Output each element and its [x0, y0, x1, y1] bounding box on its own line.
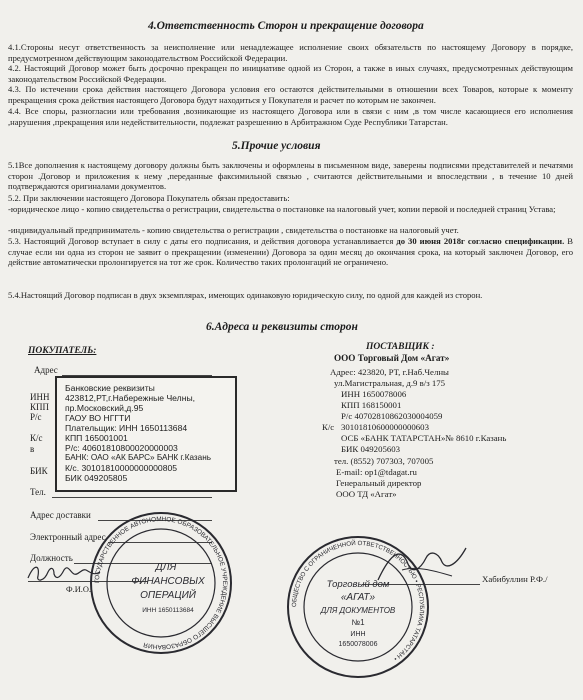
bank-line: К/с. 30101810000000000805 [65, 463, 178, 473]
section4-p4: 4.4. Все споры, разногласии или требования ,возникающие из настоящего Договора или в связи с ним ,в том числе касающиеся его исполнения ,нарушения ,прекращения или недействительности, подлежат разрешению в Арбитражном Суде Республики Татарстан. [8, 106, 573, 127]
buyer-fio-label: Ф.И.О. [66, 585, 91, 594]
bank-line: Плательщик: ИНН 1650113684 [65, 423, 188, 433]
buyer-round-stamp [86, 508, 236, 658]
supplier-bik: БИК 049205603 [341, 444, 401, 454]
bank-line: БИК 049205805 [65, 473, 128, 483]
buyer-kpp-label: КПП [30, 402, 50, 412]
supplier-stamp-center4: №1 [351, 618, 365, 627]
section4-p1: 4.1.Стороны несут ответственность за неисполнение или ненадлежащее исполнение своих обязательств по настоящему Договору в порядке, предусмотренном действующим законодательством Российской Федерации. [8, 42, 573, 63]
supplier-stamp-center2: «АГАТ» [340, 592, 376, 603]
section4-p2: 4.2. Настоящий Договор может быть досрочно прекращен по инициативе одной из Сторон, а также в иных случаях, предусмотренных действующим законодательством Российской Федерации. [8, 63, 573, 84]
supplier-stamp-ring-text: ОБЩЕСТВО С ОГРАНИЧЕННОЙ ОТВЕТСТВЕННОСТЬЮ • РЕСПУБЛИКА ТАТАРСТАН • [290, 539, 426, 662]
section5-p5 [8, 236, 573, 268]
section5-p3: -юридическое лицо - копию свидетельства о регистрации, свидетельства о постановке на налоговый учет, копии первой и последней страниц Устава; [8, 204, 556, 214]
buyer-title: ПОКУПАТЕЛЬ: [28, 346, 97, 356]
supplier-rs: Р/с 40702810862030004059 [341, 411, 443, 421]
buyer-rs-label: Р/с [30, 412, 42, 422]
supplier-kpp: КПП 168150001 [341, 400, 402, 410]
supplier-bank: ОСБ «БАНК ТАТАРСТАН»№ 8610 г.Казань [341, 433, 507, 443]
supplier-stamp-inn-label: ИНН [350, 631, 366, 638]
buyer-tel-line [52, 497, 212, 498]
buyer-stamp-center3: ОПЕРАЦИЙ [140, 590, 196, 601]
buyer-ks-label: К/с [30, 433, 43, 443]
supplier-name: ООО Торговый Дом «Агат» [334, 353, 450, 363]
buyer-inn-label: ИНН [30, 392, 50, 402]
bank-line: Р/с: 40601810800020000003 [65, 443, 178, 453]
buyer-v-label: в [30, 444, 35, 454]
bank-line: БАНК: ОАО «АК БАРС» БАНК г.Казань [65, 453, 212, 462]
buyer-email-label: Электронный адрес [30, 532, 106, 542]
buyer-tel-label: Тел. [30, 487, 46, 497]
section5-p2: 5.2. При заключении настоящего Договора Покупатель обязан предоставить: [8, 193, 290, 203]
buyer-delivery-label: Адрес доставки [30, 510, 91, 520]
buyer-position-label: Должность [30, 553, 73, 563]
bank-line: Банковские реквизиты [65, 383, 155, 393]
buyer-stamp-inn: ИНН 1650113684 [142, 607, 194, 614]
supplier-stamp-center3: ДЛЯ ДОКУМЕНТОВ [320, 606, 396, 615]
section4-title: 4.Ответственность Сторон и прекращение договора [148, 20, 424, 32]
supplier-email: E-mail: op1@tdagat.ru [336, 467, 417, 477]
bank-details-stamp [55, 376, 237, 492]
section5-p1: 5.1Все дополнения к настоящему договору должны быть заключены и оформлены в письменном виде, заверены подписями представителей и печатями сторон .Договор и приложения к нему ,переданные факсимильной связью , считаются действительными и впоследствии , в течение 10 дней подтверждаются оригиналами документов. [8, 160, 573, 192]
bank-line: 423812,РТ,г.Набережные Челны, [65, 393, 196, 403]
supplier-tel: тел. (8552) 707303, 707005 [334, 456, 434, 466]
supplier-stamp-inn: 1650078006 [338, 641, 378, 648]
section4-p3: 4.3. По истечении срока действия настоящего Договора условия его остаются действительными в отношении всех Товаров, которые к моменту прекращения срока действия настоящего Договора будут находиться у Покупателя и расчет по которым не закончен. [8, 84, 573, 105]
buyer-stamp-center2: ФИНАНСОВЫХ [131, 576, 205, 587]
section5-p5-a: 5.3. Настоящий Договор вступает в силу с даты его подписания, и действия договора устанавливается [8, 236, 394, 246]
section5-p5-c: В случае если ни одна из сторон не заявит о прекращении (изменении) Договора за один месяц до окончания срока, на который заключен Договор, его действие автоматически пролонгируется на тот же срок. Количество таких пролонгаций не ограничено. [8, 236, 574, 268]
section5-p6: 5.4.Настоящий Договор подписан в двух экземплярах, имеющих одинаковую юридическую силу, по одной для каждей из сторон. [8, 290, 483, 300]
supplier-ks-label: К/с [322, 422, 335, 432]
supplier-company-short: ООО ТД «Агат» [336, 489, 397, 499]
section5-title: 5.Прочие условия [232, 140, 321, 152]
section5-p5-term: до 30 июня 2018г согласно спецификации. [396, 236, 565, 246]
buyer-stamp-center1: ДЛЯ [155, 562, 177, 573]
supplier-address2: ул.Магистральная, д.9 в/з 175 [334, 378, 446, 388]
supplier-address1: Адрес: 423820, РТ, г.Наб.Челны [330, 367, 449, 377]
buyer-stamp-ring-text: ГОСУДАРСТВЕННОЕ АВТОНОМНОЕ ОБРАЗОВАТЕЛЬНОЕ УЧРЕЖДЕНИЕ ВЫСШЕГО ОБРАЗОВАНИЯ [93, 515, 229, 651]
supplier-inn: ИНН 1650078006 [341, 389, 407, 399]
section5-p4: -индивидуальный предприниматель - копию свидетельства о регистрации , свидетельства о постановке на налоговый учет. [8, 225, 459, 235]
section6-title: 6.Адреса и реквизиты сторон [206, 321, 358, 333]
bank-line: ГАОУ ВО НГГТИ [65, 413, 131, 423]
supplier-stamp-center1: Торговый дом [326, 579, 390, 590]
buyer-bik-label: БИК [30, 466, 48, 476]
bank-line: КПП 165001001 [65, 433, 128, 443]
supplier-ks: 30101810600000000603 [341, 422, 429, 432]
supplier-title: ПОСТАВЩИК : [366, 342, 435, 352]
supplier-signatory: Хабибуллин Р.Ф./ [482, 574, 548, 584]
supplier-round-stamp [283, 532, 433, 682]
buyer-address-label: Адрес [34, 365, 58, 375]
bank-line: пр.Московский,д.95 [65, 403, 144, 413]
supplier-director: Генеральный директор [336, 478, 422, 488]
